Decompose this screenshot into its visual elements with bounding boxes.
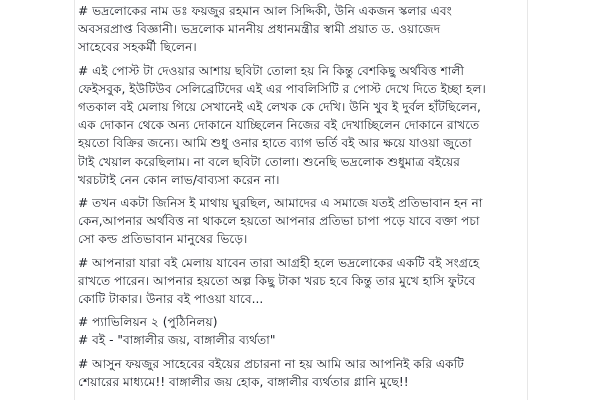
right-divider (527, 0, 528, 400)
post-line: ফেইসবুক, ইউটিউব সেলিব্রেটিদের এই এর পাবলিসিটি র পোস্ট দেখে দিতে ইচ্ছা হল। (78, 81, 486, 96)
post-line: সাহেবের সহকর্মী ছিলেন। (78, 40, 197, 55)
post-line: শেয়ারের মাধ্যমে!! বাঙ্গালীর জয় হোক, বাঙ্গালীর ব্যর্থতার গ্লানি মুছে!! (78, 374, 409, 389)
post-line: হয়তো বিক্রির জন্যে। আমি শুধু ওনার হাতে ব্যাগ ভর্তি বই আর ক্ষয়ে যাওয়া জুতো (78, 136, 472, 151)
post-line: # এই পোস্ট টা দেওয়ার আশায় ছবিটা তোলা হয় নি কিন্তু বেশকিছু অর্থবিত্ত শালী (78, 63, 464, 78)
post-line: # তখন একটা জিনিস ই মাথায় ঘুরছিল, আমাদের এ সমাজে যতই প্রতিভাবান হন না (78, 196, 483, 211)
post-line: এক দোকান থেকে অন্য দোকানে যাচ্ছিলেন নিজের বই দেখাচ্ছিলেন দোকানে রাখতে (78, 118, 480, 133)
post-line: # ভদ্রলোকের নাম ডঃ ফয়জুর রহমান আল সিদ্দিকী, উনি একজন স্কলার এবং (78, 4, 452, 18)
post-line: # প্যাভিলিয়ন ২ (পুঠিনিলয়) (78, 315, 218, 330)
post-line: অবসরপ্রাপ্ত বিজ্ঞানী। ভদ্রলোক মাননীয় প্রধানমন্ত্রীর স্বামী প্রয়াত ড. ওয়াজেদ (78, 22, 441, 37)
post-line: # আপনারা যারা বই মেলায় যাবেন তারা আগ্রহী হলে ভদ্রলোকের একটি বই সংগ্রহে (78, 255, 480, 270)
bottom-fade (75, 394, 527, 400)
post-line: সো কল্ড প্রতিভাবান মানুষের ভিড়ে। (78, 232, 248, 247)
post-line: # আসুন ফয়জুর সাহেবের বইয়ের প্রচারনা না হয় আমি আর আপনিই করি একটি (78, 356, 464, 371)
post-paragraph-book-info (78, 313, 524, 349)
post-line: টাই খেয়াল করেছিলাম। না বলে ছবিটা তোলা। শুনেছি ভদ্রলোক শুধুমাত্র বইয়ের (78, 154, 460, 169)
post-line: খরচটাই নেন কোন লাভ/বাব্যসা করেন না। (78, 172, 280, 187)
post-paragraph-closing (78, 355, 524, 391)
post-line: গতকাল বই মেলায় গিয়ে সেখানেই এই লেখক কে দেখি। উনি খুব ই দুর্বল হাঁটছিলেন, (78, 100, 481, 115)
post-line: কেন,আপনার অর্থবিত্ত না থাকলে হয়তো আপনার প্রতিভা চাপা পড়ে যাবে বক্তা পচা (78, 214, 480, 229)
post-line: # বই - "বাঙ্গালীর জয়, বাঙ্গালীর ব্যর্থতা" (78, 333, 276, 348)
post-paragraph-appeal (78, 254, 524, 309)
post-line: কোটি টাকার। উনার বই পাওয়া যাবে... (78, 292, 264, 307)
post-line: রাখতে পারেন। আপনার হয়তো অল্প কিছু টাকা খরচ হবে কিন্তু তার মুখে হাসি ফুটবে (78, 273, 476, 288)
post-paragraph-thought (78, 194, 524, 249)
post-paragraph-author (78, 2, 524, 57)
post-body (78, 2, 524, 396)
left-divider (74, 0, 75, 400)
post-paragraph-bookfair (78, 62, 524, 189)
